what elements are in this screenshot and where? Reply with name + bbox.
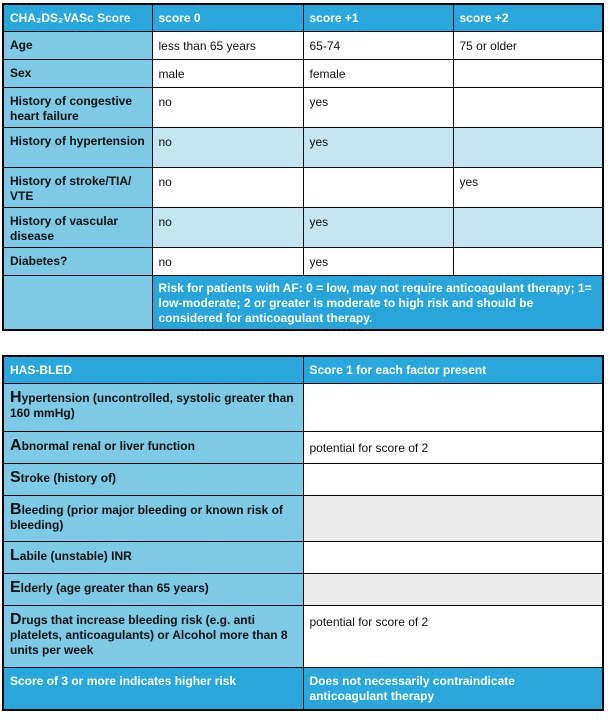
factor-label [3,464,303,496]
factor-score-cell: potential for score of 2 [303,432,603,464]
table-row [3,574,603,606]
hasbled-title: HAS-BLED [3,356,303,384]
table-row [3,208,603,248]
cell-score-plus2 [453,88,603,128]
table-row [3,88,603,128]
hasbled-score-header: Score 1 for each factor present [303,356,603,384]
factor-text: lderly (age greater than 65 years) [20,581,209,595]
cell-score-plus2: yes [453,168,603,208]
table-row [3,542,603,574]
table-row [3,384,603,432]
score-plus1-header: score +1 [303,4,453,32]
row-label: History of congestive heart failure [3,88,152,128]
cell-score-plus2: 75 or older [453,32,603,60]
row-label: Age [3,32,152,60]
factor-label [3,432,303,464]
table-row [3,248,603,276]
risk-threshold-note: Score of 3 or more indicates higher risk [3,668,303,710]
cha2ds2vasc-header-row [3,4,603,32]
cell-score-0: no [152,168,303,208]
factor-text: leeding (prior major bleeding or known risk of bleeding) [10,503,283,532]
factor-score-cell: potential for score of 2 [303,606,603,668]
factor-score-cell [303,496,603,542]
factor-score-cell [303,464,603,496]
table-row [3,32,603,60]
cell-score-plus2 [453,248,603,276]
factor-initial: D [10,611,22,628]
note-blank-cell [3,276,152,330]
cell-score-plus2 [453,208,603,248]
table-row [3,432,603,464]
factor-text: rugs that increase bleeding risk (e.g. anti platelets, anticoagulants) or Alcohol more than 8 units per week [10,613,288,657]
cell-score-plus1: yes [303,128,453,168]
factor-initial: S [10,469,21,486]
table-row [3,464,603,496]
row-label: Sex [3,60,152,88]
factor-score-cell [303,542,603,574]
cell-score-plus1: 65-74 [303,32,453,60]
hasbled-header-row [3,356,603,384]
cell-score-plus1: yes [303,208,453,248]
cha2ds2vasc-table [2,3,604,331]
row-label: Diabetes? [3,248,152,276]
factor-score-cell [303,574,603,606]
table-row [3,168,603,208]
factor-initial: H [10,389,22,406]
factor-label [3,574,303,606]
factor-text: bnormal renal or liver function [21,439,195,453]
factor-label [3,606,303,668]
factor-initial: A [10,437,22,454]
risk-note: Risk for patients with AF: 0 = low, may not require anticoagulant therapy; 1= low-moderate; 2 or greater is moderate to high risk and should be considered for anticoagulant therapy. [152,276,603,330]
factor-label [3,496,303,542]
row-label: History of vascular disease [3,208,152,248]
table-row [3,606,603,668]
cell-score-plus1 [303,168,453,208]
cell-score-0: male [152,60,303,88]
cell-score-0: no [152,128,303,168]
factor-initial: E [10,579,21,596]
cell-score-plus1: yes [303,88,453,128]
table-row [3,496,603,542]
cell-score-plus1: yes [303,248,453,276]
cha2ds2vasc-title: CHA₂DS₂VASc Score [3,4,152,32]
risk-note-row [3,276,603,330]
cell-score-0: no [152,208,303,248]
hasbled-footer-row [3,668,603,710]
factor-text: troke (history of) [20,471,117,485]
cell-score-plus2 [453,128,603,168]
factor-initial: B [10,501,22,518]
cell-score-plus2 [453,60,603,88]
anticoagulant-note: Does not necessarily contraindicate anticoagulant therapy [303,668,603,710]
factor-text: abile (unstable) INR [19,549,132,563]
factor-text: ypertension (uncontrolled, systolic greater than 160 mmHg) [10,391,294,420]
cell-score-plus1: female [303,60,453,88]
cell-score-0: no [152,248,303,276]
table-row [3,128,603,168]
factor-label [3,542,303,574]
score-plus2-header: score +2 [453,4,603,32]
factor-score-cell [303,384,603,432]
cell-score-0: less than 65 years [152,32,303,60]
factor-label [3,384,303,432]
score-0-header: score 0 [152,4,303,32]
table-row [3,60,603,88]
row-label: History of stroke/TIA/ VTE [3,168,152,208]
factor-initial: L [10,547,20,564]
hasbled-table [2,355,604,711]
row-label: History of hypertension [3,128,152,168]
cell-score-0: no [152,88,303,128]
